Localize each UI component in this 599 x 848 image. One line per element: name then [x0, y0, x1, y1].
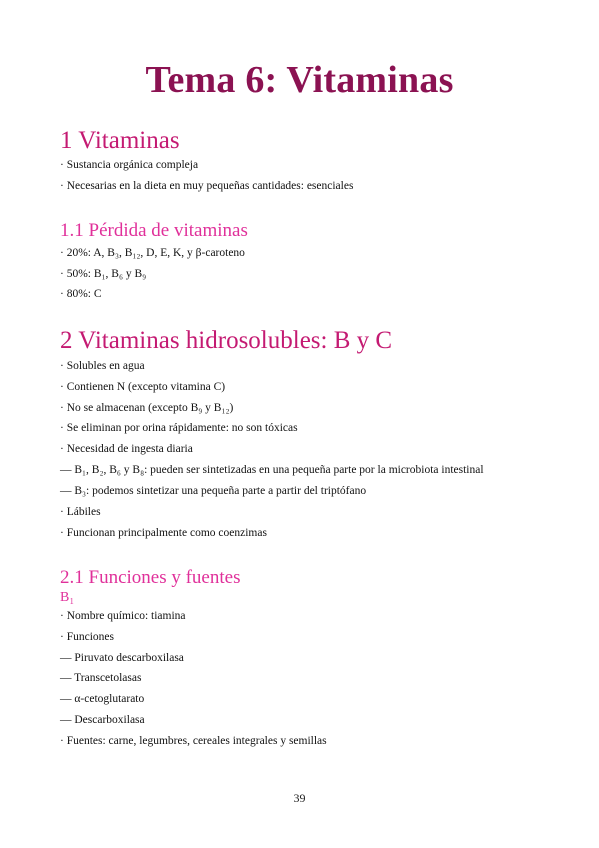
- list-item: — α-cetoglutarato: [60, 693, 145, 705]
- subsection-heading-funciones: 2.1 Funciones y fuentes: [60, 567, 241, 588]
- list-item: — B₁, B₂, B₆ y B₈: pueden ser sintetizadas en una pequeña parte por la microbiota intestinal: [60, 464, 484, 476]
- section-heading-hidrosolubles: 2 Vitaminas hidrosolubles: B y C: [60, 327, 393, 354]
- list-item: · Fuentes: carne, legumbres, cereales integrales y semillas: [60, 735, 327, 747]
- page-number: 39: [293, 791, 306, 805]
- list-item: · Necesarias en la dieta en muy pequeñas cantidades: esenciales: [60, 180, 354, 192]
- list-item: — Descarboxilasa: [60, 714, 145, 726]
- list-item: · 50%: B₁, B₆ y B₉: [60, 268, 147, 280]
- page-title: Tema 6: Vitaminas: [145, 59, 454, 101]
- list-item: · 80%: C: [60, 288, 102, 300]
- list-item: · 20%: A, B₃, B₁₂, D, E, K, y β-caroteno: [60, 247, 245, 259]
- list-item: · Necesidad de ingesta diaria: [60, 443, 193, 455]
- list-item: — B₃: podemos sintetizar una pequeña parte a partir del triptófano: [60, 485, 367, 497]
- list-item: · Nombre químico: tiamina: [60, 610, 186, 622]
- list-item: · Funciones: [60, 631, 114, 643]
- section-heading-vitaminas: 1 Vitaminas: [60, 127, 180, 154]
- subsection-heading-perdida: 1.1 Pérdida de vitaminas: [60, 220, 248, 241]
- list-item: · Se eliminan por orina rápidamente: no son tóxicas: [60, 422, 298, 434]
- vitamin-heading-b1: B₁: [60, 590, 75, 605]
- list-item: · Contienen N (excepto vitamina C): [60, 381, 226, 393]
- list-item: — Transcetolasas: [60, 672, 142, 684]
- list-item: — Piruvato descarboxilasa: [60, 652, 184, 664]
- list-item: · Funcionan principalmente como coenzimas: [60, 527, 267, 539]
- list-item: · No se almacenan (excepto B₉ y B₁₂): [60, 402, 234, 414]
- list-item: · Solubles en agua: [60, 360, 145, 372]
- list-item: · Lábiles: [60, 506, 101, 518]
- list-item: · Sustancia orgánica compleja: [60, 159, 199, 171]
